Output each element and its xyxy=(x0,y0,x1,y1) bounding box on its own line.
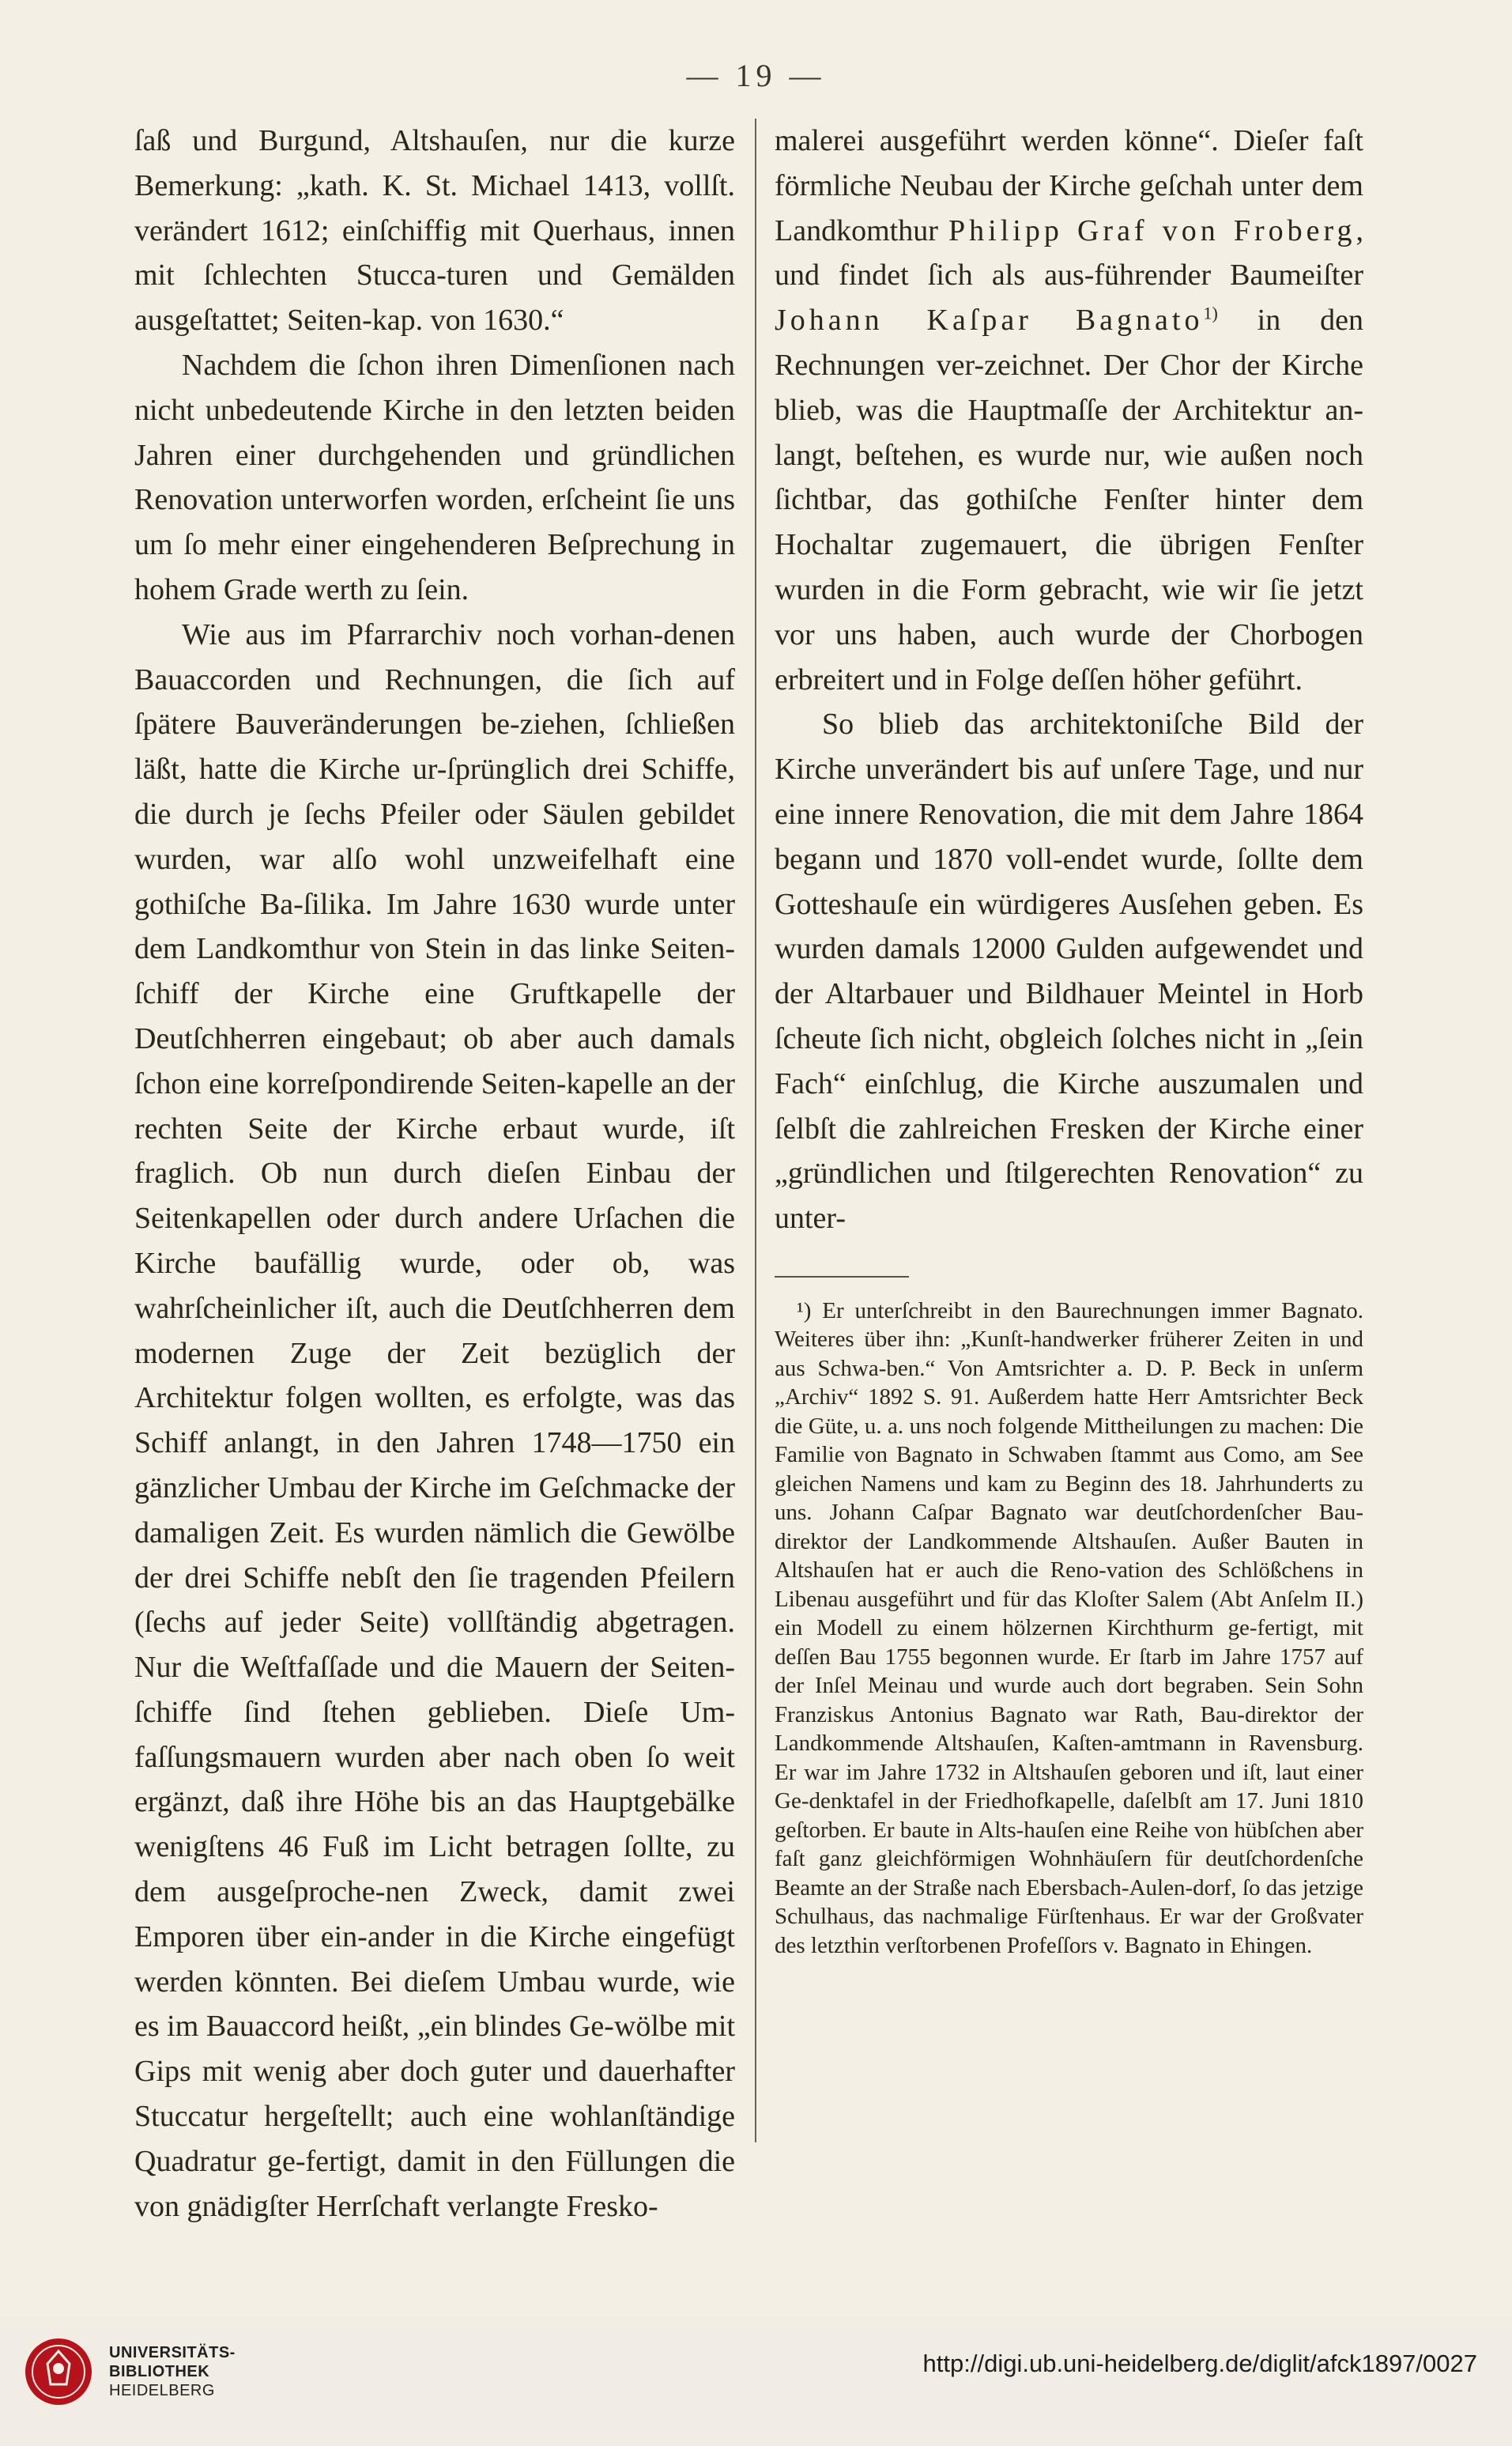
column-divider xyxy=(755,119,756,2142)
right-paragraph-1-start: malerei ausgeführt werden könne“. Dieſer faſt förmliche Neubau der Kirche geſchah unter dem Landkomthur xyxy=(775,124,1363,247)
footnote-separator xyxy=(775,1276,909,1278)
left-paragraph-1: ſaß und Burgund, Altshauſen, nur die kurze Bemerkung: „kath. K. St. Michael 1413, vollſt. verändert 1612; einſchiffig mit Querhaus, innen mit ſchlechten Stucca-turen und Gemälden ausgeſtattet; Seiten-kap. von 1630.“ xyxy=(134,124,735,338)
footer-bar xyxy=(0,2316,1512,2446)
footnote-reference: 1) xyxy=(1203,303,1218,323)
right-paragraph-1-end: in den Rechnungen ver-zeichnet. Der Chor der Kirche blieb, was die Hauptmaſſe der Architektur an-langt, beſtehen, es wurde nur, wie außen noch ſichtbar, das gothiſche Fenſter hinter dem Hochaltar zugemauert, die übrigen Fenſter wurden in die Form gebracht, wie wir ſie jetzt vor uns haben, auch wurde der Chorbogen erbreitert und in Folge deſſen höher geführt. xyxy=(775,304,1363,696)
right-paragraph-1-mid: , und findet ſich als aus-führender Baumeiſter xyxy=(775,213,1364,293)
page-number: — 19 — xyxy=(686,58,826,93)
left-column xyxy=(134,119,735,2229)
person-name-philipp: Philipp Graf von Froberg xyxy=(948,213,1356,247)
left-paragraph-2: Nachdem die ſchon ihren Dimenſionen nach nicht unbedeutende Kirche in den letzten beiden Jahren einer durchgehenden und gründlichen Renovation unterworfen worden, erſcheint ſie uns um ſo mehr einer eingehenderen Beſprechung in hohem Grade werth zu ſein. xyxy=(134,348,735,606)
institution-name xyxy=(109,2343,236,2400)
footnote-label: ¹) xyxy=(797,1297,812,1323)
left-paragraph-3: Wie aus im Pfarrarchiv noch vorhan-denen Bauaccorden und Rechnungen, die ſich auf ſpätere Bauveränderungen be-ziehen, ſchließen läßt, hatte die Kirche ur-ſprünglich drei Schiffe, die durch je ſechs Pfeiler oder Säulen gebildet wurden, war alſo wohl unzweifelhaft eine gothiſche Ba-ſilika. Im Jahre 1630 wurde unter dem Landkomthur von Stein in das linke Seiten-ſchiff der Kirche eine Gruftkapelle der Deutſchherren eingebaut; ob aber auch damals ſchon eine korreſpondirende Seiten-kapelle an der rechten Seite der Kirche erbaut wurde, iſt fraglich. Ob nun durch dieſen Einbau der Seitenkapellen oder durch andere Urſachen die Kirche baufällig wurde, oder ob, was wahrſcheinlicher iſt, auch die Deutſchherren dem modernen Zuge der Zeit bezüglich der Architektur folgen wollten, es erfolgte, was das Schiff anlangt, in den Jahren 1748—1750 ein gänzlicher Umbau der Kirche im Geſchmacke der damaligen Zeit. Es wurden nämlich die Gewölbe der drei Schiffe nebſt den ſie tragenden Pfeilern (ſechs auf jeder Seite) vollſtändig abgetragen. Nur die Weſtfaſſade und die Mauern der Seiten-ſchiffe ſind ſtehen geblieben. Dieſe Um-faſſungsmauern wurden aber nach oben ſo weit ergänzt, daß ihre Höhe bis an das Hauptgebälke wenigſtens 46 Fuß im Licht betragen ſollte, zu dem ausgeſproche-nen Zweck, damit zwei Emporen über ein-ander in die Kirche eingefügt werden könnten. Bei dieſem Umbau wurde, wie es im Bauaccord heißt, „ein blindes Ge-wölbe mit Gips mit wenig aber doch guter und dauerhafter Stuccatur hergeſtellt; auch eine wohlanſtändige Quadratur ge-fertigt, damit in den Füllungen die von gnädigſter Herrſchaft verlangte Fresko- xyxy=(134,617,735,2223)
footnote-text: Er unterſchreibt in den Baurechnungen immer Bagnato. Weiteres über ihn: „Kunſt-handwerker früherer Zeiten in und aus Schwa-ben.“ Von Amtsrichter a. D. P. Beck in unſerm „Archiv“ 1892 S. 91. Außerdem hatte Herr Amtsrichter Beck die Güte, u. a. uns noch folgende Mittheilungen zu machen: Die Familie von Bagnato in Schwaben ſtammt aus Como, am See gleichen Namens und kam zu Beginn des 18. Jahrhunderts zu uns. Johann Caſpar Bagnato war deutſchordenſcher Bau-direktor der Landkommende Altshauſen. Außer Bauten in Altshauſen hat er auch die Reno-vation des Schlößchens in Libenau ausgeführt und für das Kloſter Salem (Abt Anſelm II.) ein Modell zu einem hölzernen Kirchthurm ge-fertigt, mit deſſen Bau 1755 begonnen wurde. Er ſtarb im Jahre 1757 auf der Inſel Meinau und wurde auch dort begraben. Sein Sohn Franziskus Antonius Bagnato war Rath, Bau-direktor der Landkommende Altshauſen, Kaſten-amtmann in Ravensburg. Er war im Jahre 1732 in Altshauſen geboren und iſt, laut einer Ge-denktafel in der Friedhofkapelle, daſelbſt am 17. Juni 1810 geſtorben. Er baute in Alts-hauſen eine Reihe von hübſchen aber faſt ganz gleichförmigen Wohnhäuſern für deutſchordenſche Beamte an der Straße nach Ebersbach-Aulen-dorf, ſo das jetzige Schulhaus, das nachmalige Fürſtenhaus. Er war der Großvater des letzthin verſtorbenen Profeſſors v. Bagnato in Ehingen. xyxy=(775,1297,1363,1958)
institution-line-1: UNIVERSITÄTS- xyxy=(109,2344,236,2361)
university-seal-icon xyxy=(24,2337,93,2406)
person-name-johann: Johann Kaſpar Bagnato xyxy=(775,304,1204,338)
source-url-link[interactable]: http://digi.ub.uni-heidelberg.de/diglit/afck1897/0027 xyxy=(922,2350,1477,2377)
right-paragraph-2: So blieb das architektoniſche Bild der Kirche unverändert bis auf unſere Tage, und nur eine innere Renovation, die mit dem Jahre 1864 begann und 1870 voll-endet wurde, ſollte dem Gotteshauſe ein würdigeres Ausſehen geben. Es wurden damals 12000 Gulden aufgewendet und der Altarbauer und Bildhauer Meintel in Horb ſcheute ſich nicht, obgleich ſolches nicht in „ſein Fach“ einſchlug, die Kirche auszumalen und ſelbſt die zahlreichen Fresken der Kirche einer „gründlichen und ſtilgerechten Renovation“ zu unter- xyxy=(775,708,1363,1236)
institution-line-3: HEIDELBERG xyxy=(109,2382,215,2399)
institution-line-2: BIBLIOTHEK xyxy=(109,2363,210,2380)
right-column xyxy=(775,119,1363,1960)
footnote xyxy=(775,1297,1363,1961)
right-paragraph-1 xyxy=(775,119,1363,702)
